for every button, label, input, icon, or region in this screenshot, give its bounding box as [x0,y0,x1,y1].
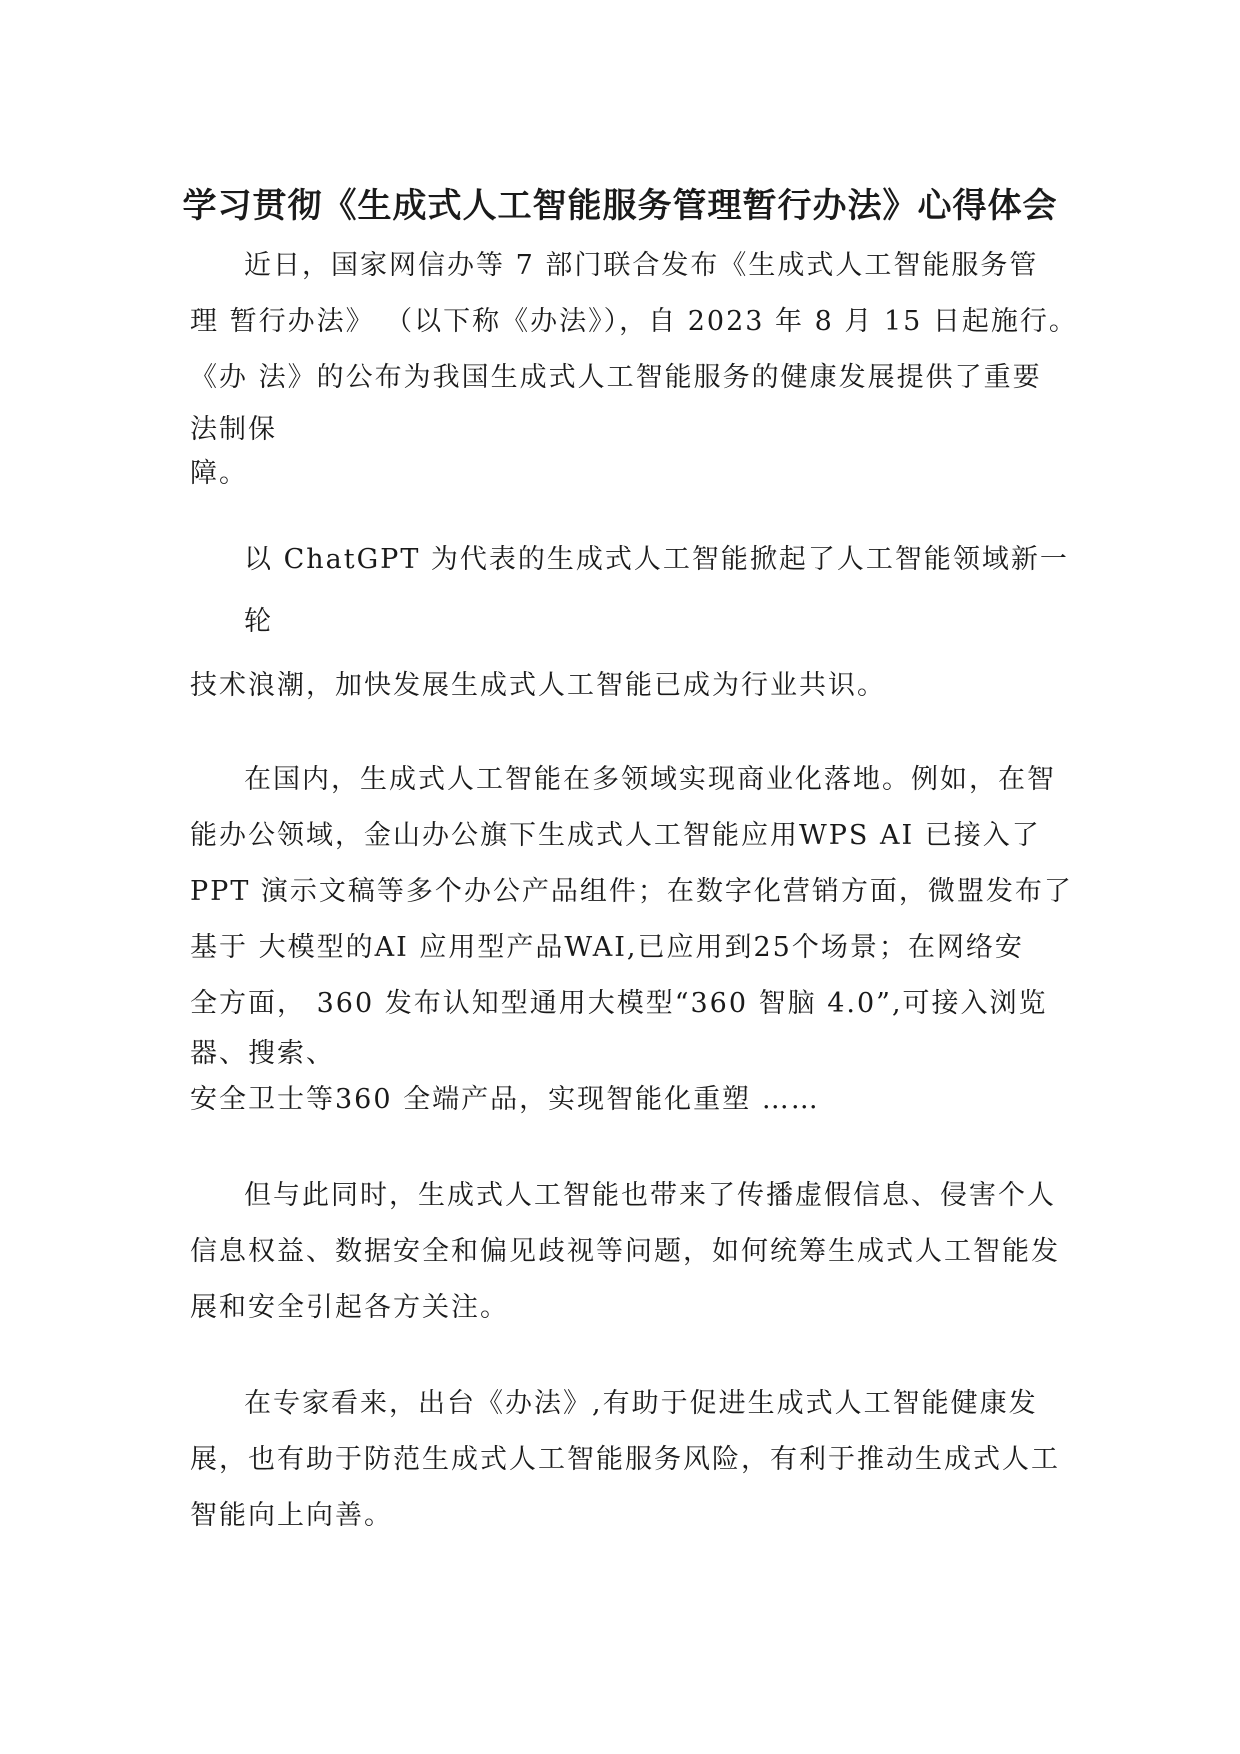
paragraph-3-line-4: 基于 大模型的AI 应用型产品WAI,已应用到25个场景；在网络安 [190,932,1024,963]
paragraph-2-line-2: 轮 [244,606,273,637]
paragraph-1-line-5: 障。 [190,458,248,489]
paragraph-3-line-6: 器、搜索、 [190,1038,335,1069]
paragraph-1-line-1: 近日，国家网信办等 7 部门联合发布《生成式人工智能服务管 [244,250,1039,281]
document-title: 学习贯彻《生成式人工智能服务管理暂行办法》心得体会 [182,186,1058,226]
paragraph-5-line-1: 在专家看来，出台《办法》,有助于促进生成式人工智能健康发 [244,1388,1038,1419]
paragraph-2-line-3: 技术浪潮，加快发展生成式人工智能已成为行业共识。 [190,670,886,701]
paragraph-3-line-2: 能办公领域，金山办公旗下生成式人工智能应用WPS AI 已接入了 [190,820,1041,851]
paragraph-1-line-3: 《办 法》的公布为我国生成式人工智能服务的健康发展提供了重要 [190,362,1042,393]
paragraph-4-line-1: 但与此同时，生成式人工智能也带来了传播虚假信息、侵害个人 [244,1180,1056,1211]
paragraph-3-line-3: PPT 演示文稿等多个办公产品组件；在数字化营销方面，微盟发布了 [190,876,1073,907]
paragraph-4-line-3: 展和安全引起各方关注。 [190,1292,509,1323]
paragraph-1-line-2: 理 暂行办法》 （以下称《办法》），自 2023 年 8 月 15 日起施行。 [190,306,1078,337]
paragraph-3-line-5: 全方面， 360 发布认知型通用大模型“360 智脑 4.0”,可接入浏览 [190,988,1048,1019]
paragraph-5-line-2: 展，也有助于防范生成式人工智能服务风险，有利于推动生成式人工 [190,1444,1060,1475]
paragraph-4-line-2: 信息权益、数据安全和偏见歧视等问题，如何统筹生成式人工智能发 [190,1236,1060,1267]
paragraph-5-line-3: 智能向上向善。 [190,1500,393,1531]
paragraph-2-line-1: 以 ChatGPT 为代表的生成式人工智能掀起了人工智能领域新一 [244,544,1069,575]
paragraph-3-line-1: 在国内，生成式人工智能在多领域实现商业化落地。例如，在智 [244,764,1056,795]
paragraph-3-line-7: 安全卫士等360 全端产品，实现智能化重塑 …… [190,1084,820,1115]
paragraph-1-line-4: 法制保 [190,414,277,445]
